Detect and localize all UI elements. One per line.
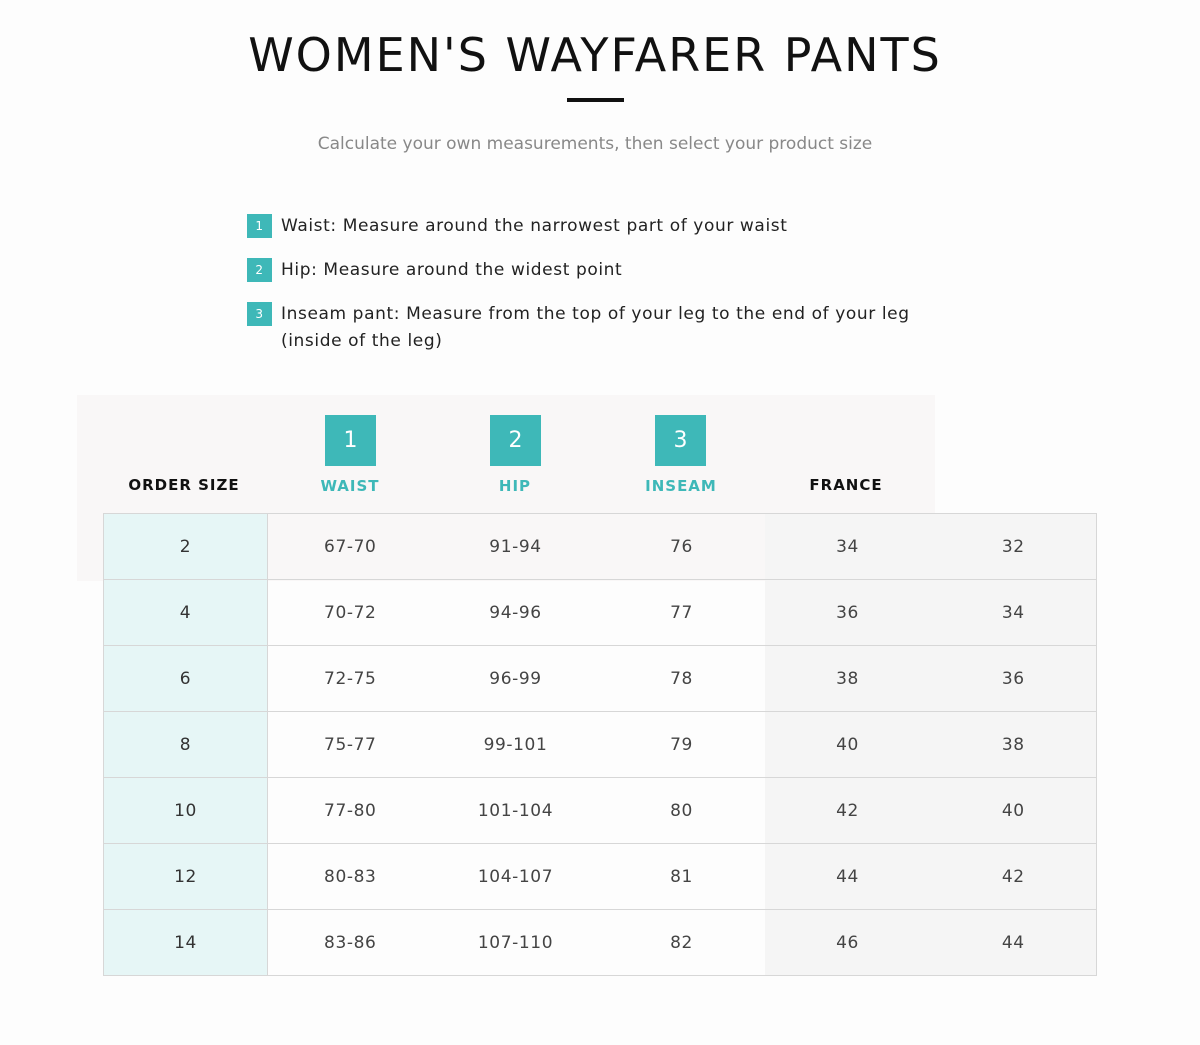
cell-hip: 101-104	[433, 778, 599, 844]
table-row	[104, 580, 1097, 646]
header-hip-badge: 2	[490, 415, 541, 466]
cell-inseam: 80	[599, 778, 765, 844]
size-chart-table	[103, 513, 1097, 976]
cell-hip: 104-107	[433, 844, 599, 910]
cell-order-size: 8	[104, 712, 268, 778]
cell-france: 46	[765, 910, 931, 976]
header-waist-badge: 1	[325, 415, 376, 466]
cell-waist: 83-86	[268, 910, 433, 976]
page-title: WOMEN'S WAYFARER PANTS	[248, 28, 942, 82]
table-row	[104, 910, 1097, 976]
instruction-text: Hip: Measure around the widest point	[281, 260, 623, 280]
header-inseam: INSEAM	[645, 477, 717, 495]
cell-hip: 94-96	[433, 580, 599, 646]
cell-order-size: 4	[104, 580, 268, 646]
cell-order-size: 14	[104, 910, 268, 976]
table-row	[104, 514, 1097, 580]
cell-inseam: 82	[599, 910, 765, 976]
cell-waist: 75-77	[268, 712, 433, 778]
step-number-badge: 3	[247, 302, 272, 326]
cell-order-size: 2	[104, 514, 268, 580]
cell-waist: 67-70	[268, 514, 433, 580]
cell-waist: 70-72	[268, 580, 433, 646]
measurement-instructions	[247, 213, 967, 355]
cell-waist: 77-80	[268, 778, 433, 844]
cell-inseam: 76	[599, 514, 765, 580]
header-waist: WAIST	[320, 477, 380, 495]
table-row	[104, 844, 1097, 910]
instruction-waist	[247, 213, 967, 240]
cell-france: 36	[765, 580, 931, 646]
header-france: FRANCE	[809, 476, 883, 494]
cell-size-alt: 34	[931, 580, 1097, 646]
step-number-badge: 1	[247, 214, 272, 238]
cell-france: 42	[765, 778, 931, 844]
cell-inseam: 77	[599, 580, 765, 646]
table-row	[104, 778, 1097, 844]
page-subtitle: Calculate your own measurements, then select your product size	[317, 134, 873, 154]
instruction-text: Inseam pant: Measure from the top of your leg to the end of your leg (inside of the leg)	[281, 304, 910, 351]
cell-france: 34	[765, 514, 931, 580]
cell-size-alt: 40	[931, 778, 1097, 844]
table-row	[104, 646, 1097, 712]
cell-order-size: 10	[104, 778, 268, 844]
instruction-text: Waist: Measure around the narrowest part of your waist	[281, 216, 788, 236]
cell-inseam: 81	[599, 844, 765, 910]
cell-inseam: 79	[599, 712, 765, 778]
cell-france: 40	[765, 712, 931, 778]
cell-size-alt: 36	[931, 646, 1097, 712]
cell-size-alt: 42	[931, 844, 1097, 910]
cell-hip: 91-94	[433, 514, 599, 580]
step-number-badge: 2	[247, 258, 272, 282]
cell-hip: 96-99	[433, 646, 599, 712]
table-row	[104, 712, 1097, 778]
cell-hip: 99-101	[433, 712, 599, 778]
cell-inseam: 78	[599, 646, 765, 712]
header-hip: HIP	[498, 477, 532, 495]
cell-size-alt: 44	[931, 910, 1097, 976]
header-order-size: ORDER SIZE	[128, 476, 240, 494]
header-inseam-badge: 3	[655, 415, 706, 466]
cell-waist: 72-75	[268, 646, 433, 712]
cell-waist: 80-83	[268, 844, 433, 910]
cell-france: 38	[765, 646, 931, 712]
instruction-inseam	[247, 301, 967, 355]
cell-france: 44	[765, 844, 931, 910]
instruction-hip	[247, 257, 967, 284]
title-underline	[567, 98, 624, 102]
cell-size-alt: 38	[931, 712, 1097, 778]
size-table-body	[104, 514, 1097, 976]
cell-hip: 107-110	[433, 910, 599, 976]
cell-size-alt: 32	[931, 514, 1097, 580]
cell-order-size: 12	[104, 844, 268, 910]
cell-order-size: 6	[104, 646, 268, 712]
